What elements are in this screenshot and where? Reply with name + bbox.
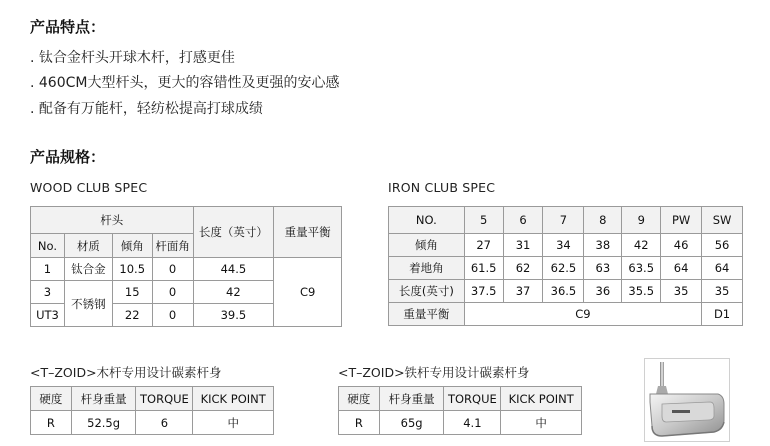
wood-cell-loft: 22 xyxy=(112,304,152,327)
tzoid-iron-cell: 中 xyxy=(501,411,582,435)
iron-cell: 37.5 xyxy=(464,280,503,303)
table-row xyxy=(389,234,743,257)
table-row xyxy=(339,411,582,435)
iron-cell: 38 xyxy=(584,234,622,257)
iron-header-cell: 6 xyxy=(503,207,543,234)
tzoid-wood-cell: R xyxy=(31,411,72,435)
iron-cell: 62 xyxy=(503,257,543,280)
iron-spec-label: IRON CLUB SPEC xyxy=(388,180,496,195)
tzoid-wood-title: <T–ZOID>木杆专用设计碳素杆身 xyxy=(30,365,222,380)
wood-cell-loft: 10.5 xyxy=(112,258,152,281)
table-row xyxy=(389,280,743,303)
wood-col-loft: 倾角 xyxy=(112,234,152,258)
tzoid-wood-cell: 6 xyxy=(136,411,193,435)
wood-spec-table xyxy=(30,206,342,327)
wood-cell-length: 39.5 xyxy=(193,304,274,327)
iron-cell: 35 xyxy=(702,280,743,303)
iron-row-label: 着地角 xyxy=(389,257,465,280)
wood-cell-loft: 15 xyxy=(112,281,152,304)
iron-header-cell: 7 xyxy=(543,207,584,234)
wood-head-group: 杆头 xyxy=(31,207,194,234)
wood-cell-material: 钛合金 xyxy=(64,258,112,281)
tzoid-iron-header: 杆身重量 xyxy=(379,387,444,411)
iron-cell: 42 xyxy=(622,234,661,257)
wood-col-swing: 重量平衡 xyxy=(274,207,342,258)
feature-item-2: . 460CM大型杆头，更大的容错性及更强的安心感 xyxy=(30,75,340,91)
iron-cell: 35 xyxy=(661,280,702,303)
wood-cell-length: 44.5 xyxy=(193,258,274,281)
wood-col-material: 材质 xyxy=(64,234,112,258)
wood-cell-swing: C9 xyxy=(274,258,342,327)
tzoid-wood-cell: 中 xyxy=(193,411,274,435)
iron-swing-sw: D1 xyxy=(702,303,743,326)
wood-cell-no: 1 xyxy=(31,258,65,281)
iron-cell: 46 xyxy=(661,234,702,257)
wood-cell-no: UT3 xyxy=(31,304,65,327)
tzoid-iron-table xyxy=(338,386,582,435)
wood-cell-no: 3 xyxy=(31,281,65,304)
iron-cell: 61.5 xyxy=(464,257,503,280)
tzoid-wood-header: 杆身重量 xyxy=(71,387,136,411)
iron-swing-main: C9 xyxy=(464,303,701,326)
iron-cell: 36.5 xyxy=(543,280,584,303)
tzoid-iron-title: <T–ZOID>铁杆专用设计碳素杆身 xyxy=(338,365,530,380)
iron-row-label: 重量平衡 xyxy=(389,303,465,326)
iron-cell: 62.5 xyxy=(543,257,584,280)
table-row xyxy=(31,387,274,411)
wood-cell-face: 0 xyxy=(152,304,193,327)
table-row xyxy=(389,257,743,280)
iron-row-label: 长度(英寸) xyxy=(389,280,465,303)
iron-header-cell: PW xyxy=(661,207,702,234)
wood-spec-label: WOOD CLUB SPEC xyxy=(30,180,148,195)
specs-title: 产品规格： xyxy=(30,148,106,166)
tzoid-wood-header: KICK POINT xyxy=(193,387,274,411)
iron-cell: 35.5 xyxy=(622,280,661,303)
table-row xyxy=(31,258,342,281)
tzoid-wood-header: 硬度 xyxy=(31,387,72,411)
iron-cell: 63.5 xyxy=(622,257,661,280)
tzoid-wood-cell: 52.5g xyxy=(71,411,136,435)
features-title: 产品特点： xyxy=(30,18,106,36)
putter-image xyxy=(644,358,730,442)
tzoid-iron-header: TORQUE xyxy=(444,387,501,411)
table-row xyxy=(389,207,743,234)
iron-cell: 37 xyxy=(503,280,543,303)
iron-row-label: 倾角 xyxy=(389,234,465,257)
tzoid-iron-cell: 65g xyxy=(379,411,444,435)
iron-header-cell: 8 xyxy=(584,207,622,234)
tzoid-iron-header: KICK POINT xyxy=(501,387,582,411)
table-row xyxy=(389,303,743,326)
iron-cell: 34 xyxy=(543,234,584,257)
iron-header-cell: SW xyxy=(702,207,743,234)
iron-header-cell: 9 xyxy=(622,207,661,234)
tzoid-iron-cell: 4.1 xyxy=(444,411,501,435)
tzoid-iron-header: 硬度 xyxy=(339,387,380,411)
wood-cell-material: 不锈钢 xyxy=(64,281,112,327)
iron-cell: 56 xyxy=(702,234,743,257)
table-row xyxy=(31,411,274,435)
wood-col-face: 杆面角 xyxy=(152,234,193,258)
iron-cell: 36 xyxy=(584,280,622,303)
feature-item-1: . 钛合金杆头开球木杆，打感更佳 xyxy=(30,50,235,66)
iron-cell: 64 xyxy=(702,257,743,280)
iron-cell: 63 xyxy=(584,257,622,280)
feature-item-3: . 配备有万能杆，轻纺松提高打球成绩 xyxy=(30,101,263,117)
wood-cell-length: 42 xyxy=(193,281,274,304)
table-row xyxy=(339,387,582,411)
iron-cell: 31 xyxy=(503,234,543,257)
wood-col-no: No. xyxy=(31,234,65,258)
wood-cell-face: 0 xyxy=(152,281,193,304)
tzoid-wood-header: TORQUE xyxy=(136,387,193,411)
iron-spec-table xyxy=(388,206,743,326)
tzoid-iron-cell: R xyxy=(339,411,380,435)
tzoid-wood-table xyxy=(30,386,274,435)
wood-col-length: 长度（英寸） xyxy=(193,207,274,258)
wood-cell-face: 0 xyxy=(152,258,193,281)
iron-header-cell: NO. xyxy=(389,207,465,234)
iron-cell: 64 xyxy=(661,257,702,280)
iron-header-cell: 5 xyxy=(464,207,503,234)
iron-cell: 27 xyxy=(464,234,503,257)
